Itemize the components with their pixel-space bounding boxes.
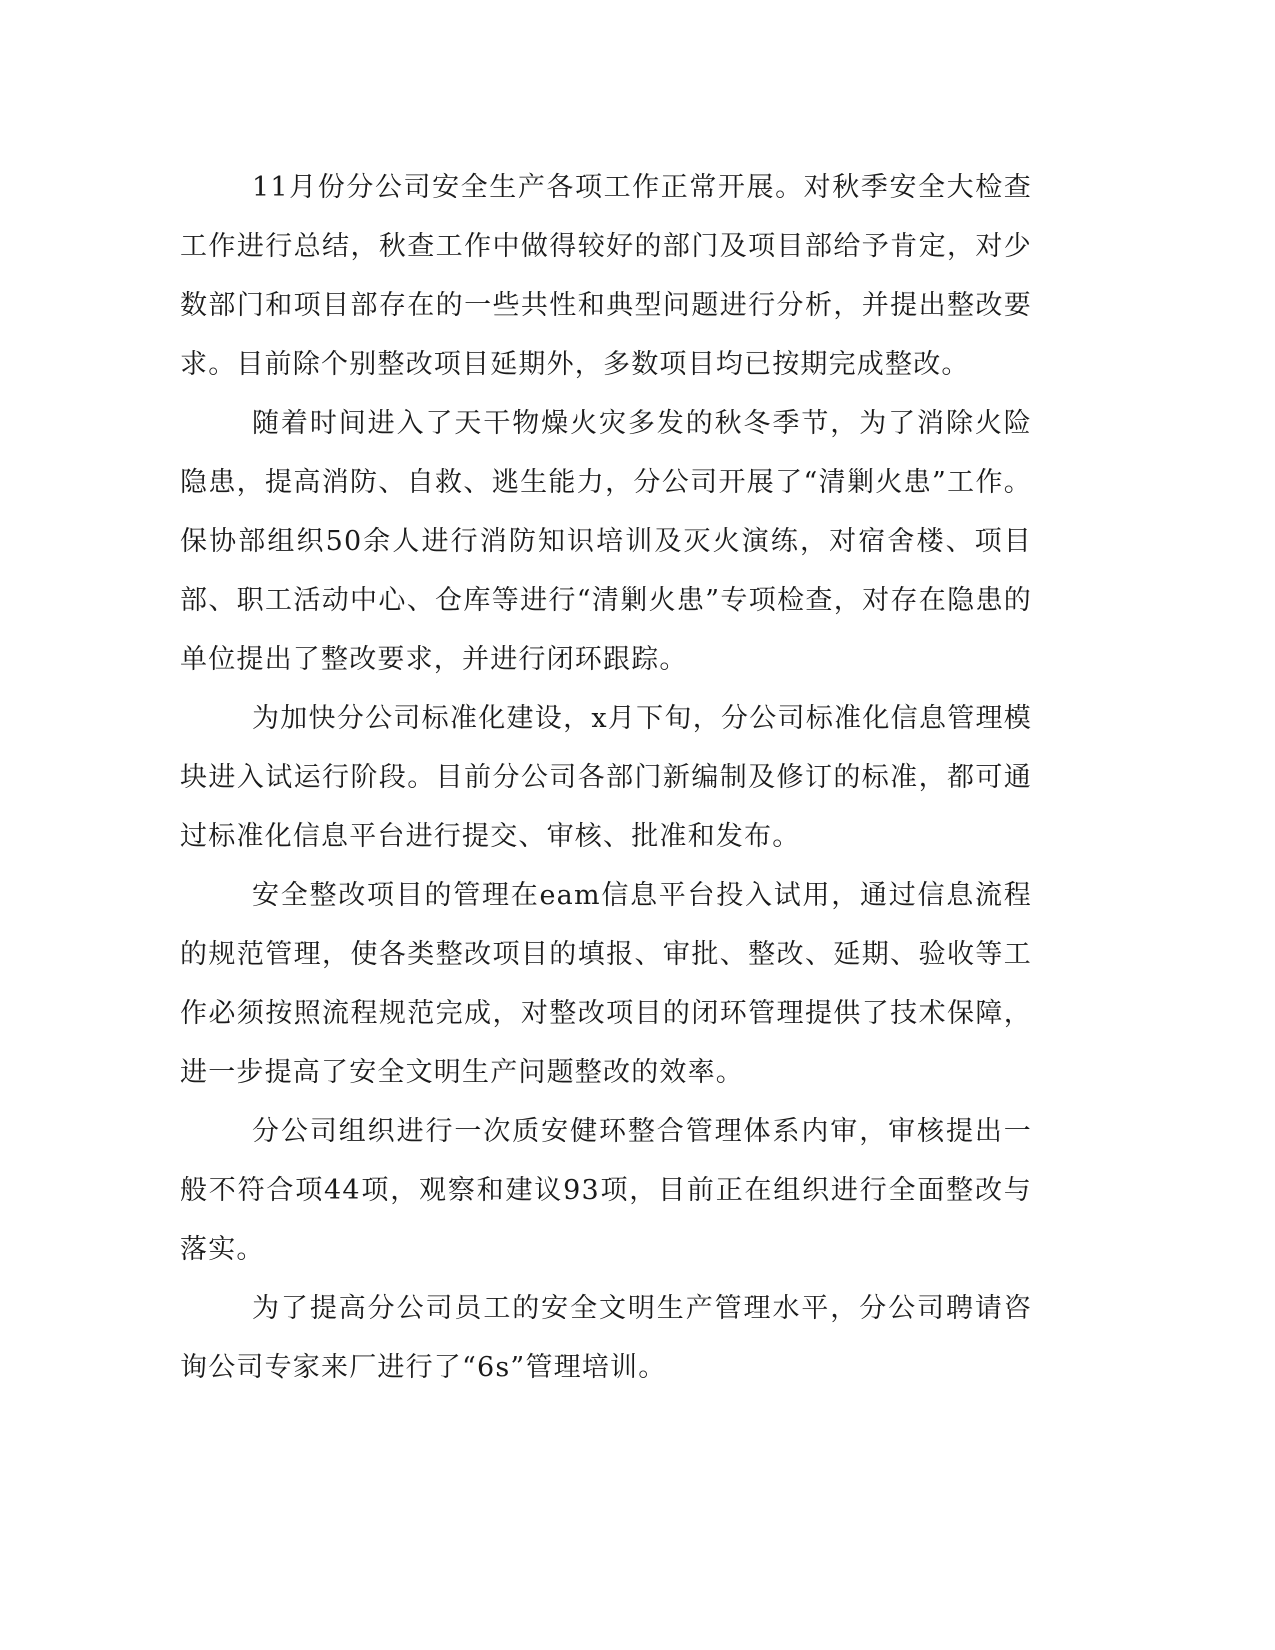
paragraph-6s-training: 为了提高分公司员工的安全文明生产管理水平，分公司聘请咨询公司专家来厂进行了“6s”管理培训。 xyxy=(180,1293,1032,1383)
paragraph-eam-rectification: 安全整改项目的管理在eam信息平台投入试用，通过信息流程的规范管理，使各类整改项目的填报、审批、整改、延期、验收等工作必须按照流程规范完成，对整改项目的闭环管理提供了技术保障，进一步提高了安全文明生产问题整改的效率。 xyxy=(180,880,1032,1088)
paragraph-standardization-platform: 为加快分公司标准化建设，x月下旬，分公司标准化信息管理模块进入试运行阶段。目前分公司各部门新编制及修订的标准，都可通过标准化信息平台进行提交、审核、批准和发布。 xyxy=(180,703,1032,852)
paragraph-fire-hazard-cleanup: 随着时间进入了天干物燥火灾多发的秋冬季节，为了消除火险隐患，提高消防、自救、逃生能力，分公司开展了“清剿火患”工作。保协部组织50余人进行消防知识培训及灭火演练，对宿舍楼、项目部、职工活动中心、仓库等进行“清剿火患”专项检查，对存在隐患的单位提出了整改要求，并进行闭环跟踪。 xyxy=(180,408,1032,675)
document-body xyxy=(180,158,1032,1397)
paragraph-internal-audit: 分公司组织进行一次质安健环整合管理体系内审，审核提出一般不符合项44项，观察和建议93项，目前正在组织进行全面整改与落实。 xyxy=(180,1116,1032,1265)
paragraph-monthly-safety-summary: 11月份分公司安全生产各项工作正常开展。对秋季安全大检查工作进行总结，秋查工作中做得较好的部门及项目部给予肯定，对少数部门和项目部存在的一些共性和典型问题进行分析，并提出整改要求。目前除个别整改项目延期外，多数项目均已按期完成整改。 xyxy=(180,172,1032,380)
